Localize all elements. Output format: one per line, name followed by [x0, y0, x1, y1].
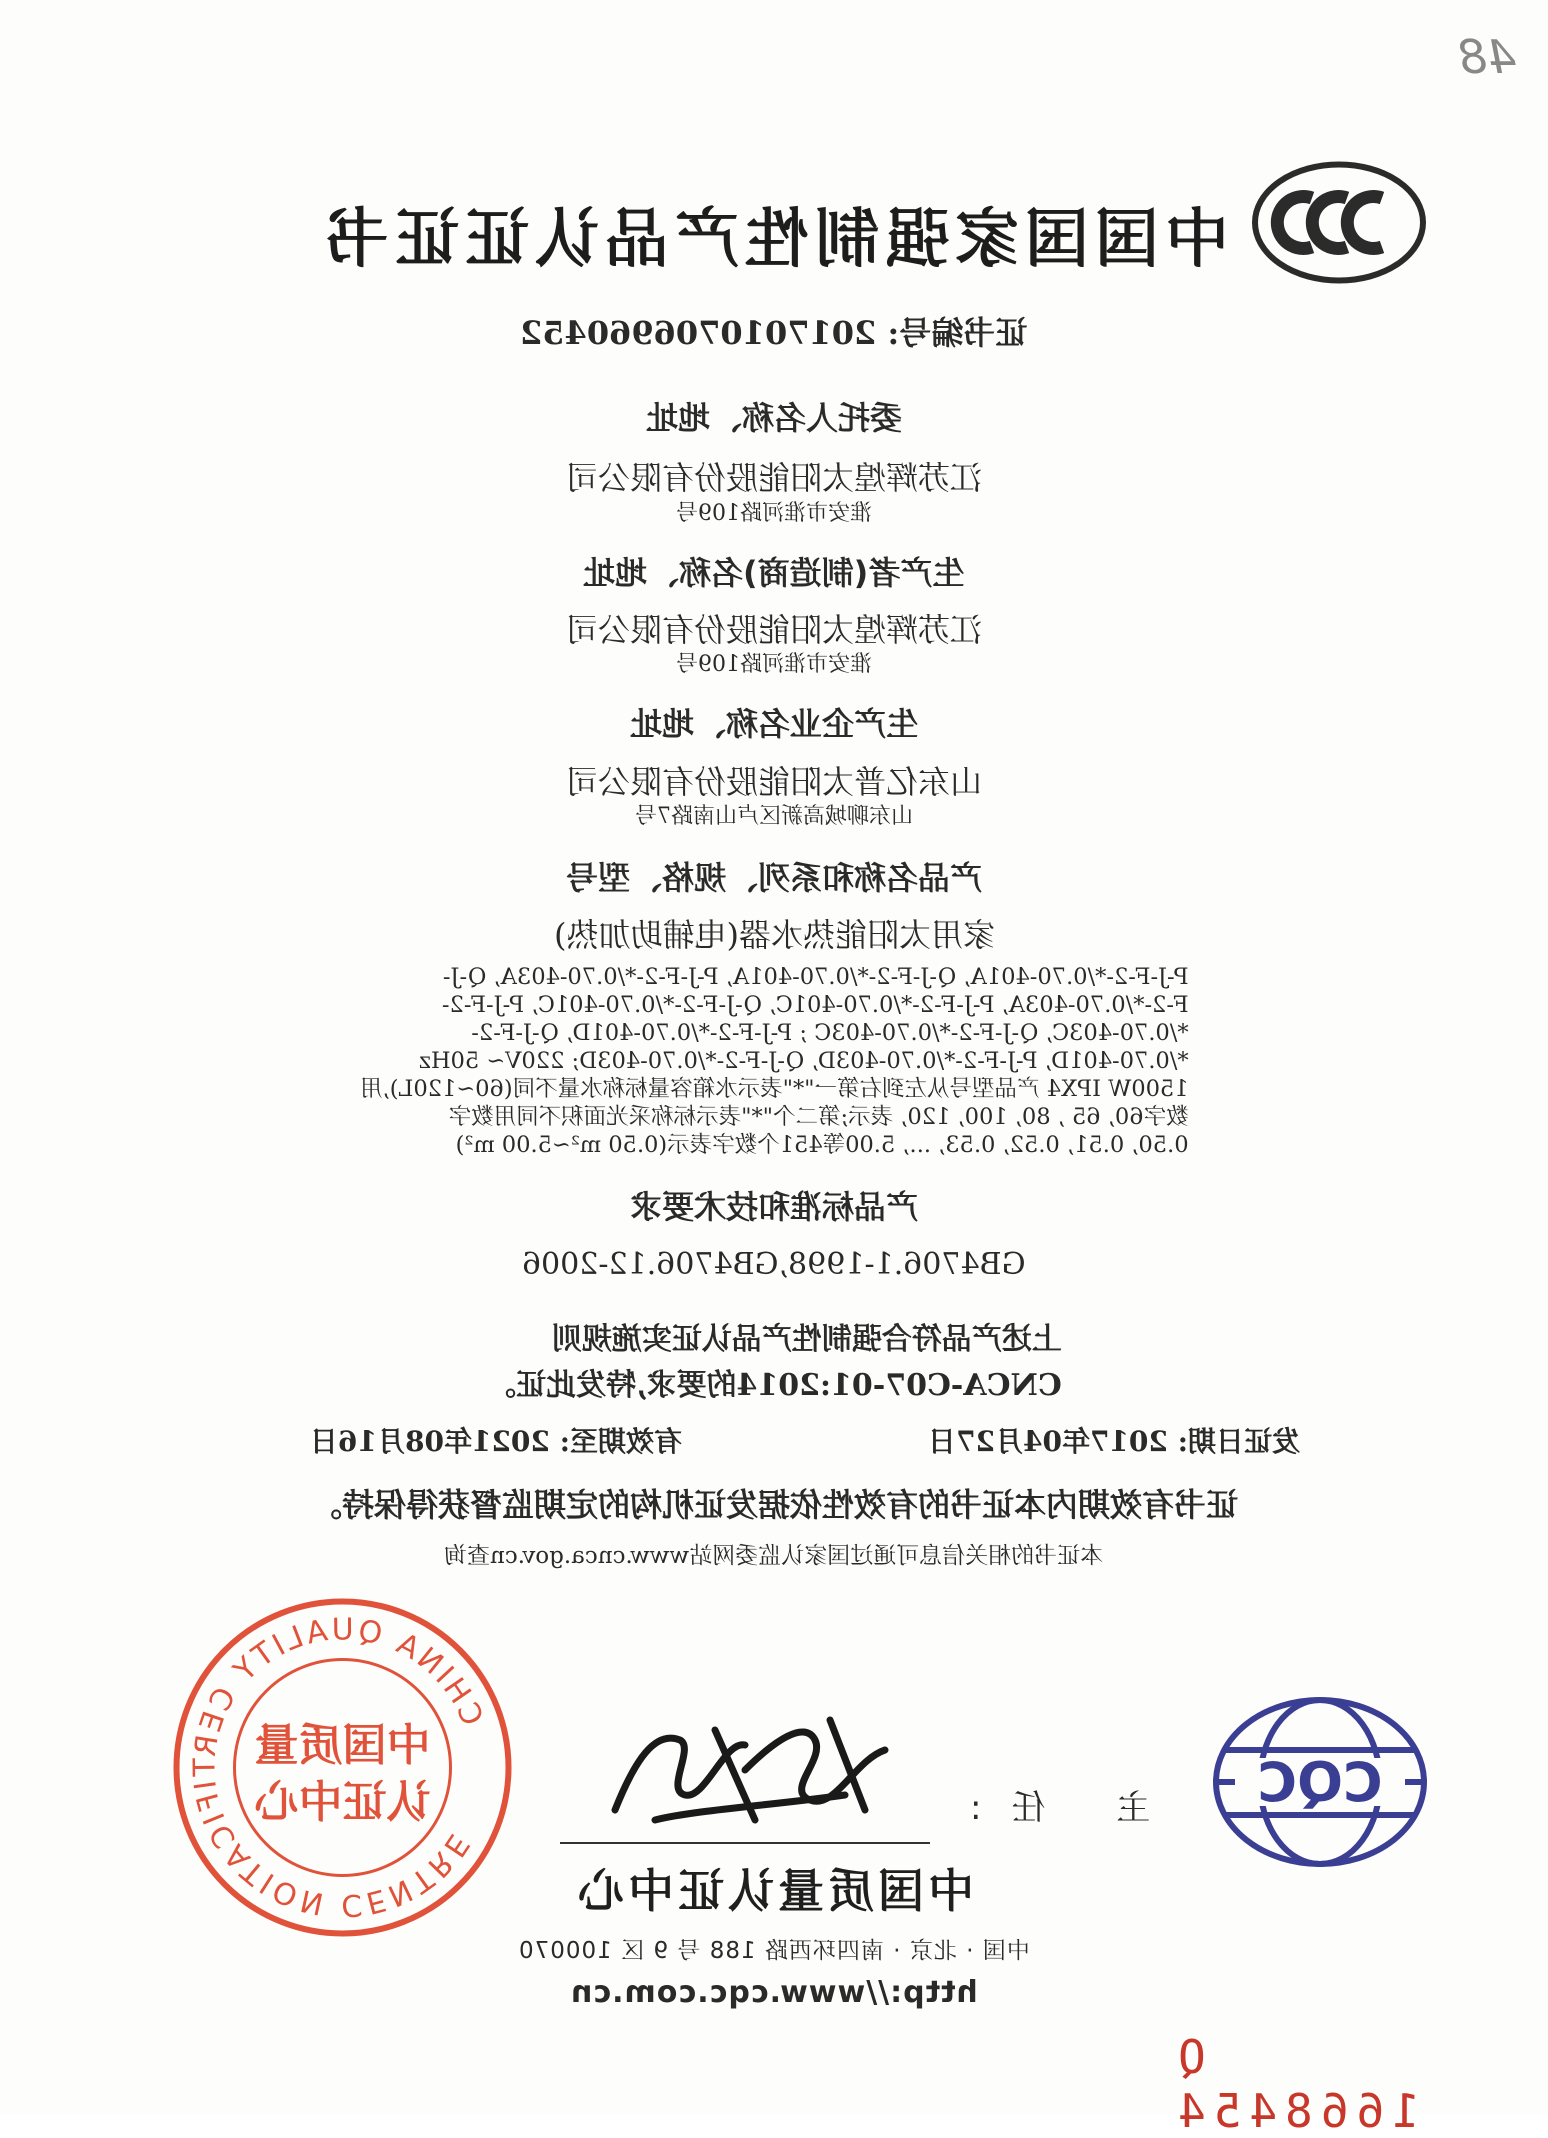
compliance-statement [0, 1317, 1548, 1409]
model-line: 数字60, 65 , 80, 100, 120, 表示;第二个"*"表示标称采光面积不同用数字 [448, 1104, 1189, 1130]
factory-address: 山东聊城高新区卢山南路7号 [635, 804, 913, 829]
cqc-globe-logo-icon [1210, 1695, 1430, 1870]
handwritten-note: 48 [1457, 30, 1517, 84]
applicant-heading: 委托人名称、地址 [645, 399, 902, 437]
product-models [0, 963, 1548, 1159]
svg-text:CQC: CQC [1257, 1751, 1383, 1814]
standards-value: GB4706.1-1998,GB4706.12-2006 [522, 1247, 1026, 1282]
factory-name: 山东亿普太阳能股份有限公司 [565, 763, 982, 801]
organization-address: 中国 · 北京 · 南四环西路 188 号 9 区 100070 [518, 1938, 1030, 1964]
model-line: */0.70-401D, P-J-F-2-*/0.70-403D, Q-J-F-2-*/0.70-403D; 220V~ 50Hz [418, 1048, 1189, 1074]
website-notice: 本证书的相关信息可通过国家认监委网站www.cnca.gov.cn查询 [444, 1543, 1104, 1569]
model-line: */0.70-403C, Q-J-F-2-*/0.70-403C ; P-J-F-2-*/0.70-401D, Q-J-F-2- [471, 1020, 1189, 1046]
manufacturer-address: 淮安市淮河路109号 [676, 652, 872, 677]
model-line: 0.50, 0.51, 0.52, 0.53, ..., 5.00等451个数字表示(0.50 m²~5.00 m²) [455, 1132, 1189, 1158]
certificate-number [0, 308, 1548, 354]
director-signature-icon [595, 1700, 905, 1840]
statement-line: CNCA-C07-01:2014的要求,特发此证。 [486, 1368, 1062, 1403]
validity-notice: 证书有效期内本证书的有效性依据发证机构的定期监督获得保持。 [309, 1486, 1238, 1524]
model-line: F-2-*/0.70-403A, P-J-F-2-*/0.70-401C, Q-J-F-2-*/0.70-401C, P-J-F-2- [441, 992, 1189, 1018]
factory-heading: 生产企业名称、地址 [629, 705, 918, 743]
certificate-title: 中国国家强制性产品认证证书 [319, 203, 1229, 277]
manufacturer-name: 江苏辉煌太阳能股份有限公司 [565, 611, 982, 649]
statement-line: 上述产品符合强制性产品认证实施规则 [551, 1322, 1062, 1357]
organization-name: 中国质量认证中心 [574, 1864, 974, 1918]
product-name: 家用太阳能热水器(电辅助加热) [553, 916, 995, 954]
signature-line [560, 1842, 930, 1844]
standards-heading: 产品标准和技术要求 [629, 1188, 918, 1226]
organization-url: http://www.cqc.com.cn [570, 1975, 978, 2010]
model-line: 1500W IPX4 产品型号从左到右第一"*"表示水箱容量标称水量不同(60~120L),用 [359, 1076, 1189, 1102]
svg-text:CHINA QUALITY CERTIFICATION CE: CHINA QUALITY CERTIFICATION CENTRE [187, 1612, 490, 1923]
director-label: 主 任: [940, 1788, 1151, 1828]
certificate-dates [310, 1420, 1300, 1460]
serial-number: Q 1668454 [1170, 2030, 1420, 2138]
model-line: P-J-F-2-*/0.70-401A, Q-J-F-2-*/0.70-401A, P-J-F-2-*/0.70-403A, Q-J- [442, 964, 1189, 990]
certificate-number-label: 证书编号: [887, 314, 1028, 352]
applicant-name: 江苏辉煌太阳能股份有限公司 [565, 459, 982, 497]
product-heading: 产品名称和系列、规格、型号 [565, 859, 982, 897]
manufacturer-heading: 生产者(制造商)名称、地址 [583, 554, 965, 592]
expiry-date: 有效期至: 2021年08月16日 [310, 1425, 682, 1458]
svg-text:中国质量: 中国质量 [254, 1720, 431, 1771]
certificate-number-value: 2017010706960452 [520, 314, 877, 352]
svg-text:认证中心: 认证中心 [254, 1777, 431, 1828]
issue-date: 发证日期: 2017年04月27日 [928, 1425, 1300, 1458]
applicant-address: 淮安市淮河路109号 [676, 501, 872, 526]
